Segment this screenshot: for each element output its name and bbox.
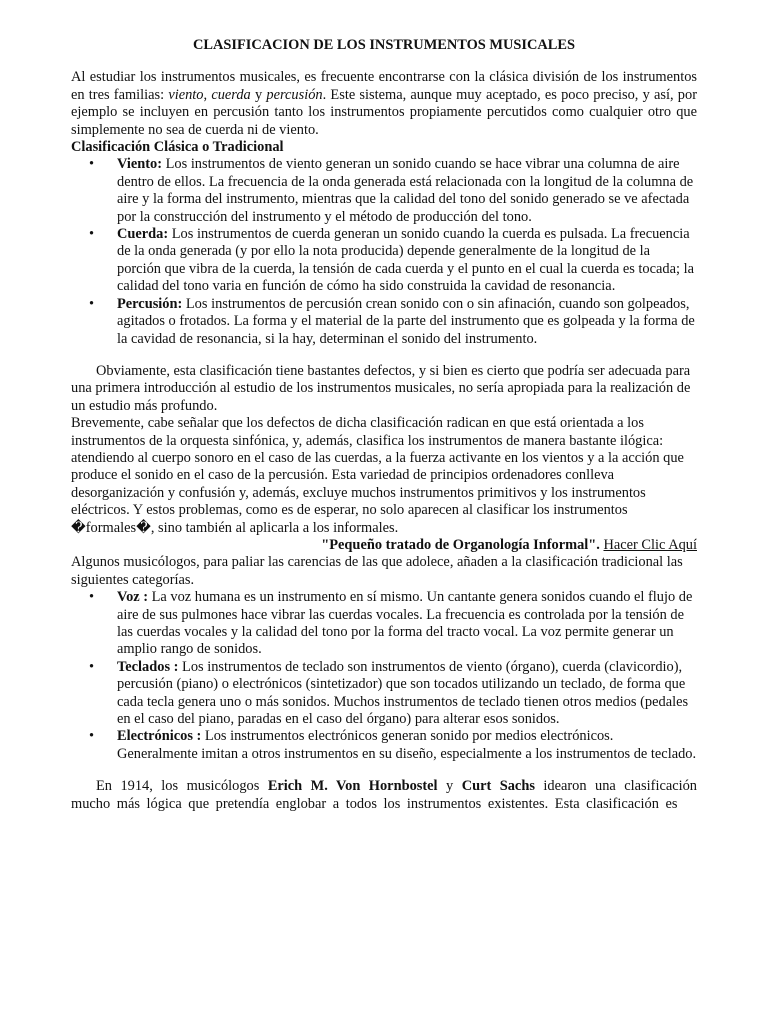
intro-text-start: Al estudiar los instrumentos musicales, es frecuente encontrarse con la clásica división de los instrumentos en tres familias: [71, 69, 697, 103]
classic-list [71, 156, 697, 347]
treatise-title: "Pequeño tratado de Organología Informal". [321, 536, 600, 553]
intro-sep-1: , [203, 86, 212, 103]
intro-paragraph [71, 69, 697, 139]
family-cuerda: cuerda [211, 86, 251, 103]
item-text: Los instrumentos de teclado son instrumentos de viento (órgano), cuerda (clavicordio), percusión (piano) o electrónicos (sintetizador) que son tocados utilizando un teclado, de forma que cada tecla genera uno o más sonidos. Muchos instrumentos de teclado tienen otros medios (pedales en el caso del piano, paradas en el caso del órgano) para alterar esos sonidos. [117, 658, 689, 728]
name-sachs: Curt Sachs [461, 778, 535, 795]
list-item-percusion [71, 296, 697, 348]
document-title: CLASIFICACION DE LOS INSTRUMENTOS MUSICALES [193, 37, 575, 53]
item-term: Percusión: [117, 295, 183, 312]
item-text: La voz humana es un instrumento en sí mismo. Un cantante genera sonidos cuando el flujo de aire de sus pulmones hace vibrar las cuerdas vocales. La frecuencia es controlada por la tensión de las cuerdas vocales y la calidad del tono por la forma del tracto vocal. La voz permite generar un amplio rango de sonidos. [117, 589, 693, 658]
list-item-voz [71, 589, 697, 659]
spacer [71, 348, 697, 363]
final-paragraph [71, 778, 697, 813]
list-item-viento [71, 156, 697, 226]
item-text: Los instrumentos de cuerda generan un sonido cuando la cuerda es pulsada. La frecuencia de la onda generada (y por ello la nota producida) depende generalmente de la longitud de la porción que vibra de la cuerda, la tensión de cada cuerda y el punto en el cual la cuerda es tocada; la calidad del tono varia en función de cómo ha sido construida la cavidad de resonancia. [117, 226, 694, 295]
intro-sep-2: y [250, 86, 267, 103]
item-text: Los instrumentos de viento generan un sonido cuando se hace vibrar una columna de aire dentro de ellos. La frecuencia de la onda generada está relacionada con la longitud de la columna de aire y la forma del instrumento, mientras que la calidad del tono del sonido generado se ve afectada por la construcción del instrumento y el método de producción del tono. [117, 156, 694, 225]
bullet-icon: • [89, 589, 95, 606]
critique-paragraph-2: Brevemente, cabe señalar que los defectos de dicha clasificación radican en que está orientada a los instrumentos de la orquesta sinfónica, y, además, clasifica los instrumentos de manera bastante ilógica: atendiendo al cuerpo sonoro en el caso de las cuerdas, a la fuerza activante en los vientos y a la acción que produce el sonido en el caso de la percusión. Esta variedad de principios ordenadores conlleva desorganización y confusión y, además, excluye muchos instrumentos primitivos y los instrumentos eléctricos. Y estos problemas, como es de esperar, no solo aparecen al clasificar los instrumentos �formales�, sino también al aplicarla a los informales. [71, 415, 684, 536]
classic-heading: Clasificación Clásica o Tradicional [71, 139, 284, 156]
click-here-link[interactable]: Hacer Clic Aquí [603, 536, 697, 553]
bullet-icon: • [89, 156, 95, 173]
intro-text-end: . Este sistema, aunque muy aceptado, es poco preciso, y así, por ejemplo se incluyen en percusión tanto los instrumentos propiamente percutidos como cualquier otro que simplemente no sea de cuerda ni de viento. [71, 86, 697, 138]
spacer [71, 763, 697, 778]
name-hornbostel: Erich M. Von Hornbostel [267, 778, 438, 795]
list-item-electronicos [71, 728, 697, 763]
bullet-icon: • [89, 728, 95, 745]
item-text: Los instrumentos de percusión crean sonido con o sin afinación, cuando son golpeados, agitados o frotados. La forma y el material de la parte del instrumento que es golpeada y la forma de la cavidad de resonancia, si la hay, determinan el sonido del instrumento. [117, 295, 695, 347]
bullet-icon: • [89, 226, 95, 243]
item-term: Viento: [117, 156, 163, 173]
final-text-and: y [437, 778, 462, 795]
critique-paragraph-1: Obviamente, esta clasificación tiene bastantes defectos, y si bien es cierto que podría ser adecuada para una primera introducción al estudio de los instrumentos musicales, no sería apropiada para la realización de un estudio más profundo. [71, 362, 691, 414]
list-item-cuerda [71, 226, 697, 296]
final-text-start: En 1914, los musicólogos [96, 778, 268, 795]
bullet-icon: • [89, 658, 95, 675]
item-term: Voz : [117, 589, 149, 606]
extra-list [71, 589, 697, 763]
extra-categories-intro: Algunos musicólogos, para paliar las carencias de las que adolece, añaden a la clasificación tradicional las siguientes categorías. [71, 554, 683, 588]
item-text: Los instrumentos electrónicos generan sonido por medios electrónicos. Generalmente imitan a otros instrumentos en su diseño, especialmente a los instrumentos de teclado. [117, 728, 697, 762]
item-term: Cuerda: [117, 226, 169, 243]
family-viento: viento [168, 86, 204, 103]
bullet-icon: • [89, 295, 95, 312]
list-item-teclados [71, 659, 697, 729]
treatise-line [71, 537, 697, 554]
item-term: Teclados : [117, 658, 179, 675]
final-text-end: idearon una clasificación mucho más lógica que pretendía englobar a todos los instrumentos existentes. Esta clasificación es [71, 778, 697, 812]
item-term: Electrónicos : [117, 728, 202, 745]
family-percusion: percusión [266, 86, 323, 103]
